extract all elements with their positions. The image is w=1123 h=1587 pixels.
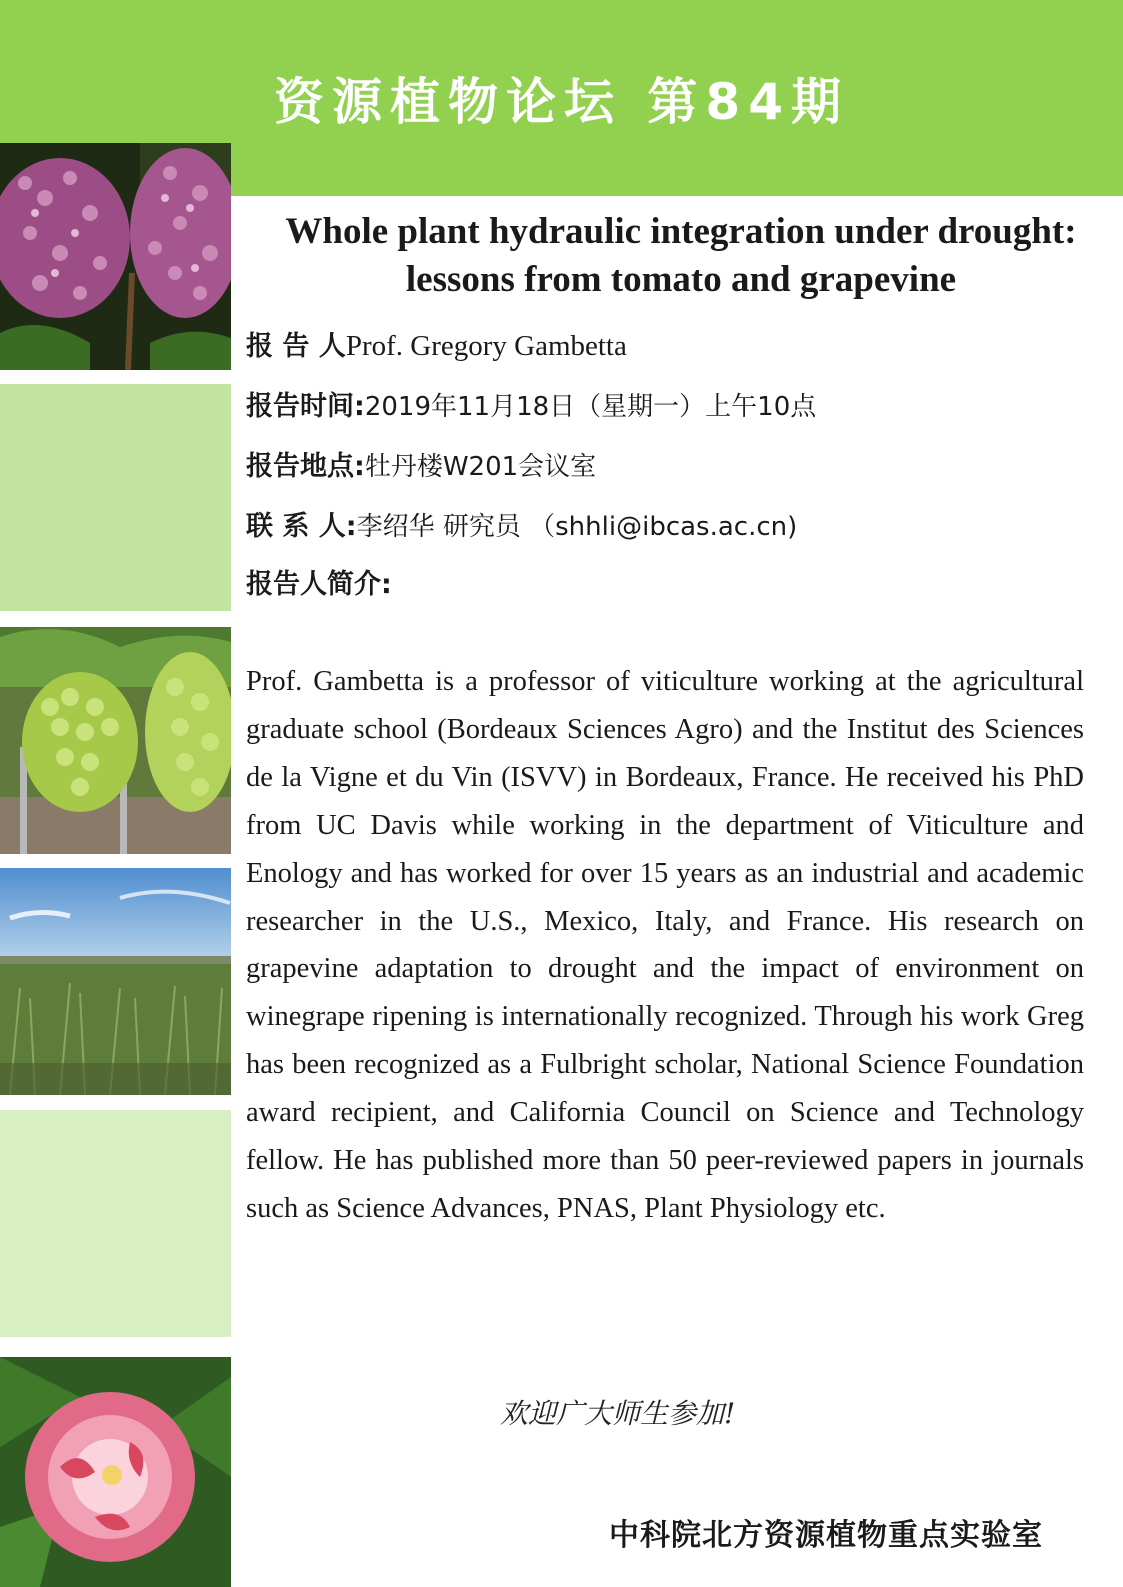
place-value: 牡丹楼W201会议室 — [364, 452, 597, 482]
contact-value: 李绍华 研究员 （shhli@ibcas.ac.cn) — [356, 512, 798, 542]
series-title: 资源植物论坛 第84期 — [274, 73, 849, 131]
time-value: 2019年11月18日（星期一）上午10点 — [364, 392, 817, 422]
contact-label: 联 系 人: — [246, 511, 357, 542]
speaker-biography: Prof. Gambetta is a professor of viticulture working at the agricultural graduate school (Bordeaux Sciences Agro) and the Institut des Sciences de la Vigne et du Vin (ISVV) in Bordeaux, France. He received his PhD from UC Davis while working in the department of Viticulture and Enology and has worked for over 15 years as an industrial and academic researcher in the U.S., Mexico, Italy, and France. His research on grapevine adaptation to drought and the impact of environment on winegrape ripening is internationally recognized. Through his work Greg has been recognized as a Fulbright scholar, National Science Foundation award recipient, and California Council on Science and Technology fellow. He has published more than 50 peer-reviewed papers in journals such as Science Advances, PNAS, Plant Physiology etc. — [246, 666, 1084, 1224]
talk-title-line1: Whole plant hydraulic integration under drought: — [285, 211, 1077, 252]
talk-title-line2: lessons from tomato and grapevine — [405, 259, 957, 300]
welcome-text: 欢迎广大师生参加! — [500, 1397, 736, 1430]
grape-photo — [0, 627, 231, 854]
grassland-photo — [0, 868, 231, 1095]
bio-heading: 报告人简介: — [246, 569, 392, 600]
contact-row — [246, 508, 797, 545]
speaker-value: Prof. Gregory Gambetta — [345, 330, 627, 362]
lilac-photo — [0, 143, 231, 370]
green-panel — [0, 384, 231, 611]
place-row — [246, 448, 596, 485]
peony-photo — [0, 1357, 231, 1587]
bio-heading-row — [246, 566, 392, 603]
time-row — [246, 388, 816, 425]
speaker-row — [246, 328, 627, 365]
organizer-name: 中科院北方资源植物重点实验室 — [609, 1518, 1043, 1553]
talk-title — [250, 208, 1112, 304]
light-green-panel — [0, 1110, 231, 1337]
place-label: 报告地点: — [246, 451, 365, 482]
speaker-label: 报 告 人 — [246, 331, 346, 362]
time-label: 报告时间: — [246, 391, 365, 422]
